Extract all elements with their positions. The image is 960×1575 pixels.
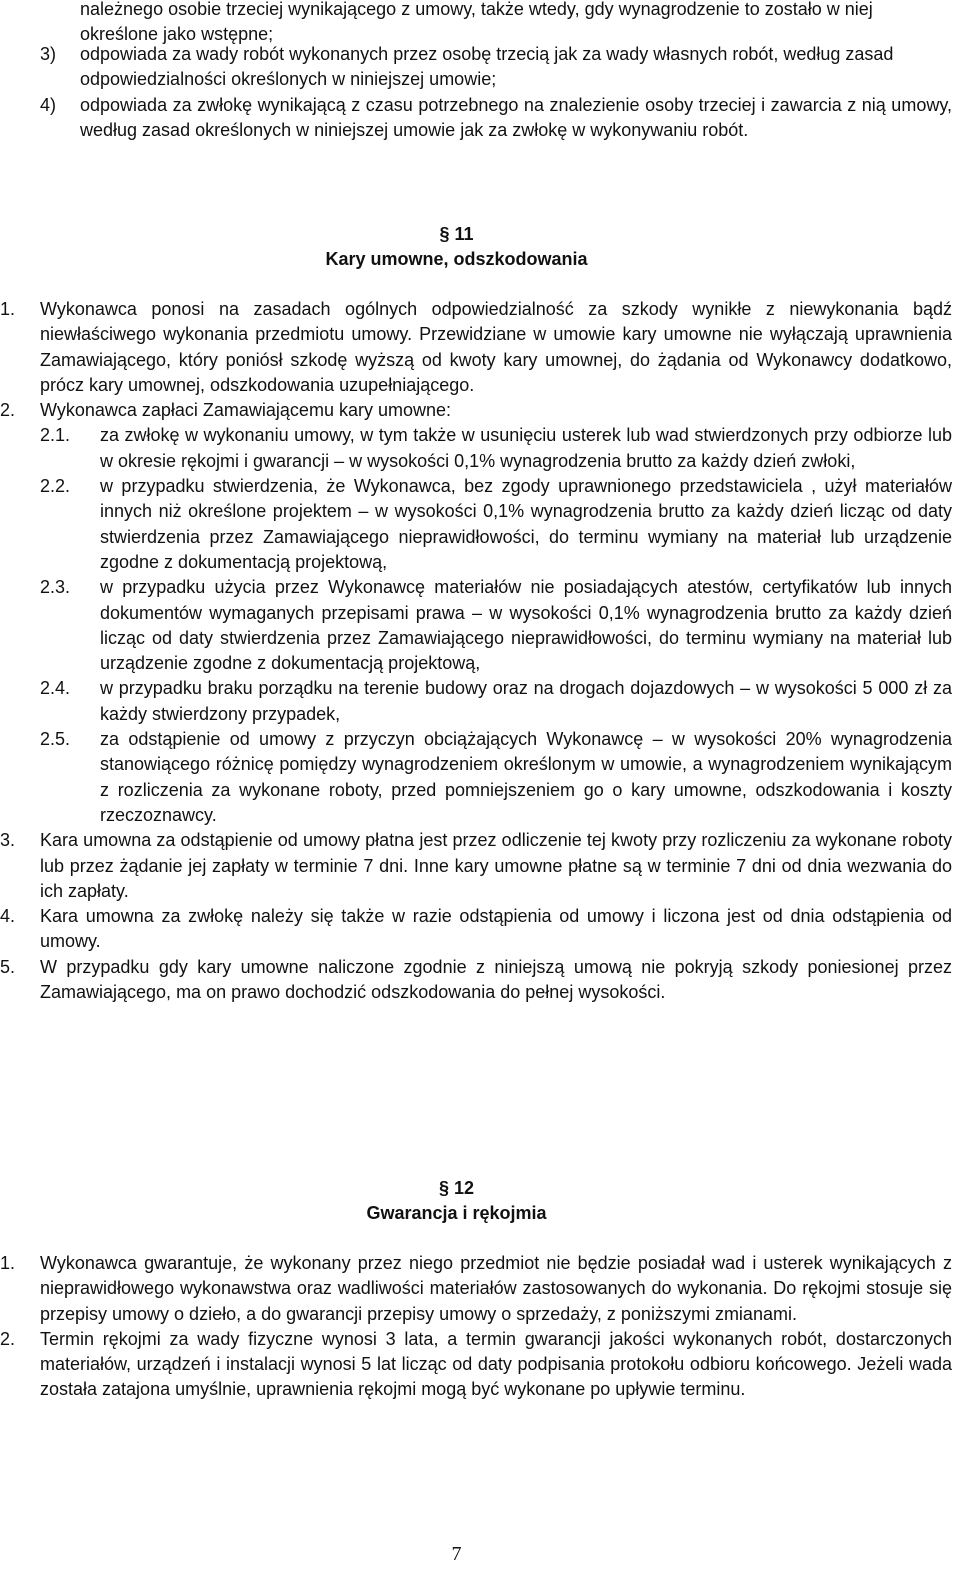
section-title: Gwarancja i rękojmia bbox=[366, 1203, 547, 1224]
item-text: odpowiada za wady robót wykonanych przez osobę trzecią jak za wady własnych robót, według zasad odpowiedzialności określonych w niniejszej umowie; bbox=[80, 44, 894, 90]
sub-item bbox=[40, 676, 952, 727]
section-11-heading bbox=[0, 222, 913, 273]
paragraph-1 bbox=[0, 297, 952, 398]
sub-item bbox=[40, 474, 952, 575]
paragraph-2 bbox=[0, 1327, 952, 1403]
item-number: 3. bbox=[0, 830, 16, 851]
item-text: Wykonawca ponosi na zasadach ogólnych odpowiedzialność za szkody wynikłe z niewykonania bądź niewłaściwego wykonania przedmiotu umowy. Przewidziane w umowie kary umowne nie wyłączają uprawnienia Zamawiającego, który poniósł szkodę wyższą od kwoty kary umownej, do żądania od Wykonawcy dodatkowo, prócz kary umownej, odszkodowania uzupełniającego. bbox=[40, 299, 952, 395]
sub-text: w przypadku stwierdzenia, że Wykonawca, bez zgody uprawnionego przedstawiciela , użył materiałów innych niż określone projektem – w wysokości 0,1% wynagrodzenia brutto za każdy dzień licząc od daty stwierdzenia przez Zamawiającego nieprawidłowości, do terminu wymiany na materiał lub urządzenie zgodne z dokumentacją projektową, bbox=[100, 476, 952, 572]
sub-text: za odstąpienie od umowy z przyczyn obciążających Wykonawcę – w wysokości 20% wynagrodzenia stanowiącego różnicę pomiędzy wynagrodzeniem określonym w umowie, a wynagrodzeniem wynikającym z rozliczenia za wykonane roboty, przed pomniejszeniem go o kary umowne, odszkodowania i koszty rzeczoznawcy. bbox=[100, 729, 952, 825]
item-number: 4. bbox=[0, 906, 16, 927]
sub-text: w przypadku braku porządku na terenie budowy oraz na drogach dojazdowych – w wysokości 5 000 zł za każdy stwierdzony przypadek, bbox=[100, 678, 952, 724]
page-number: 7 bbox=[451, 1543, 462, 1565]
paragraph-5 bbox=[0, 955, 952, 1006]
section-number: § 12 bbox=[438, 1178, 475, 1198]
item-text: Kara umowna za zwłokę należy się także w razie odstąpienia od umowy i liczona jest od dnia odstąpienia od umowy. bbox=[40, 906, 952, 952]
paragraph-2 bbox=[0, 398, 952, 423]
item-number: 4) bbox=[40, 94, 57, 115]
sub-item bbox=[40, 575, 952, 676]
item-text: Wykonawca gwarantuje, że wykonany przez niego przedmiot nie będzie posiadał wad i usterek wynikających z nieprawidłowego wykonawstwa oraz wadliwości materiałów zastosowanych do wykonania. Do rękojmi stosuje się przepisy umowy o dzieło, a do gwarancji przepisy umowy o sprzedaży, z poniższymi zmianami. bbox=[40, 1253, 952, 1324]
section-number: § 11 bbox=[439, 224, 474, 244]
sub-text: za zwłokę w wykonaniu umowy, w tym także w usunięciu usterek lub wad stwierdzonych przy odbiorze lub w okresie rękojmi i gwarancji – w wysokości 0,1% wynagrodzenia brutto za każdy dzień zwłoki, bbox=[100, 425, 952, 471]
intro-list bbox=[40, 42, 952, 143]
paragraph-1 bbox=[0, 1251, 952, 1327]
item-number: 1. bbox=[0, 1253, 16, 1273]
sub-item bbox=[40, 423, 952, 474]
section-title: Kary umowne, odszkodowania bbox=[325, 249, 588, 270]
list-item bbox=[40, 93, 952, 144]
item-text: odpowiada za zwłokę wynikającą z czasu potrzebnego na znalezienie osoby trzeciej i zawarcia z nią umowy, według zasad określonych w niniejszej umowie jak za zwłokę w wykonywaniu robót. bbox=[80, 94, 952, 140]
paragraph-3 bbox=[0, 828, 952, 904]
sub-number: 2.2. bbox=[40, 476, 71, 497]
item-number: 5. bbox=[0, 956, 16, 977]
sub-number: 2.3. bbox=[40, 577, 71, 598]
sub-list bbox=[40, 423, 952, 828]
item-number: 1. bbox=[0, 299, 16, 319]
intro-continuation bbox=[80, 0, 952, 48]
item-text: Kara umowna za odstąpienie od umowy płatna jest przez odliczenie tej kwoty przy rozliczeniu za wykonane roboty lub przez żądanie jej zapłaty w terminie 7 dni. Inne kary umowne płatne są w terminie 7 dni od dnia wezwania do ich zapłaty. bbox=[40, 830, 952, 901]
sub-item bbox=[40, 727, 952, 828]
item-text: Wykonawca zapłaci Zamawiającemu kary umowne: bbox=[40, 400, 451, 421]
sub-number: 2.5. bbox=[40, 729, 71, 750]
list-item bbox=[40, 42, 952, 93]
item-number: 3) bbox=[40, 44, 57, 64]
item-text: W przypadku gdy kary umowne naliczone zgodnie z niniejszą umową nie pokryją szkody poniesionej przez Zamawiającego, ma on prawo dochodzić odszkodowania do pełnej wysokości. bbox=[40, 956, 952, 1003]
paragraph-4 bbox=[0, 904, 952, 955]
sub-number: 2.1. bbox=[40, 425, 71, 446]
item-text: Termin rękojmi za wady fizyczne wynosi 3 lata, a termin gwarancji jakości wykonanych robót, dostarczonych materiałów, urządzeń i instalacji wynosi 5 lat licząc od daty podpisania protokołu odbioru końcowego. Jeżeli wada została zatajona umyślnie, uprawnienia rękojmi mogą być wykonane po upływie terminu. bbox=[40, 1328, 952, 1400]
section-12-heading bbox=[0, 1176, 913, 1227]
item-number: 2. bbox=[0, 400, 16, 421]
section-12-body bbox=[0, 1251, 952, 1403]
section-11-body bbox=[0, 297, 952, 1005]
item-number: 2. bbox=[0, 1328, 16, 1349]
sub-text: w przypadku użycia przez Wykonawcę materiałów nie posiadających atestów, certyfikatów lub innych dokumentów wymaganych przepisami prawa – w wysokości 0,1% wynagrodzenia brutto za każdy dzień licząc od daty stwierdzenia przez Zamawiającego nieprawidłowości, do terminu wymiany na materiał lub urządzenie zgodne z dokumentacją projektową, bbox=[100, 577, 952, 674]
intro-cont-text: należnego osobie trzeciej wynikającego z umowy, także wtedy, gdy wynagrodzenie to zostało w niej określone jako wstępne; bbox=[80, 0, 873, 45]
sub-number: 2.4. bbox=[40, 678, 71, 699]
